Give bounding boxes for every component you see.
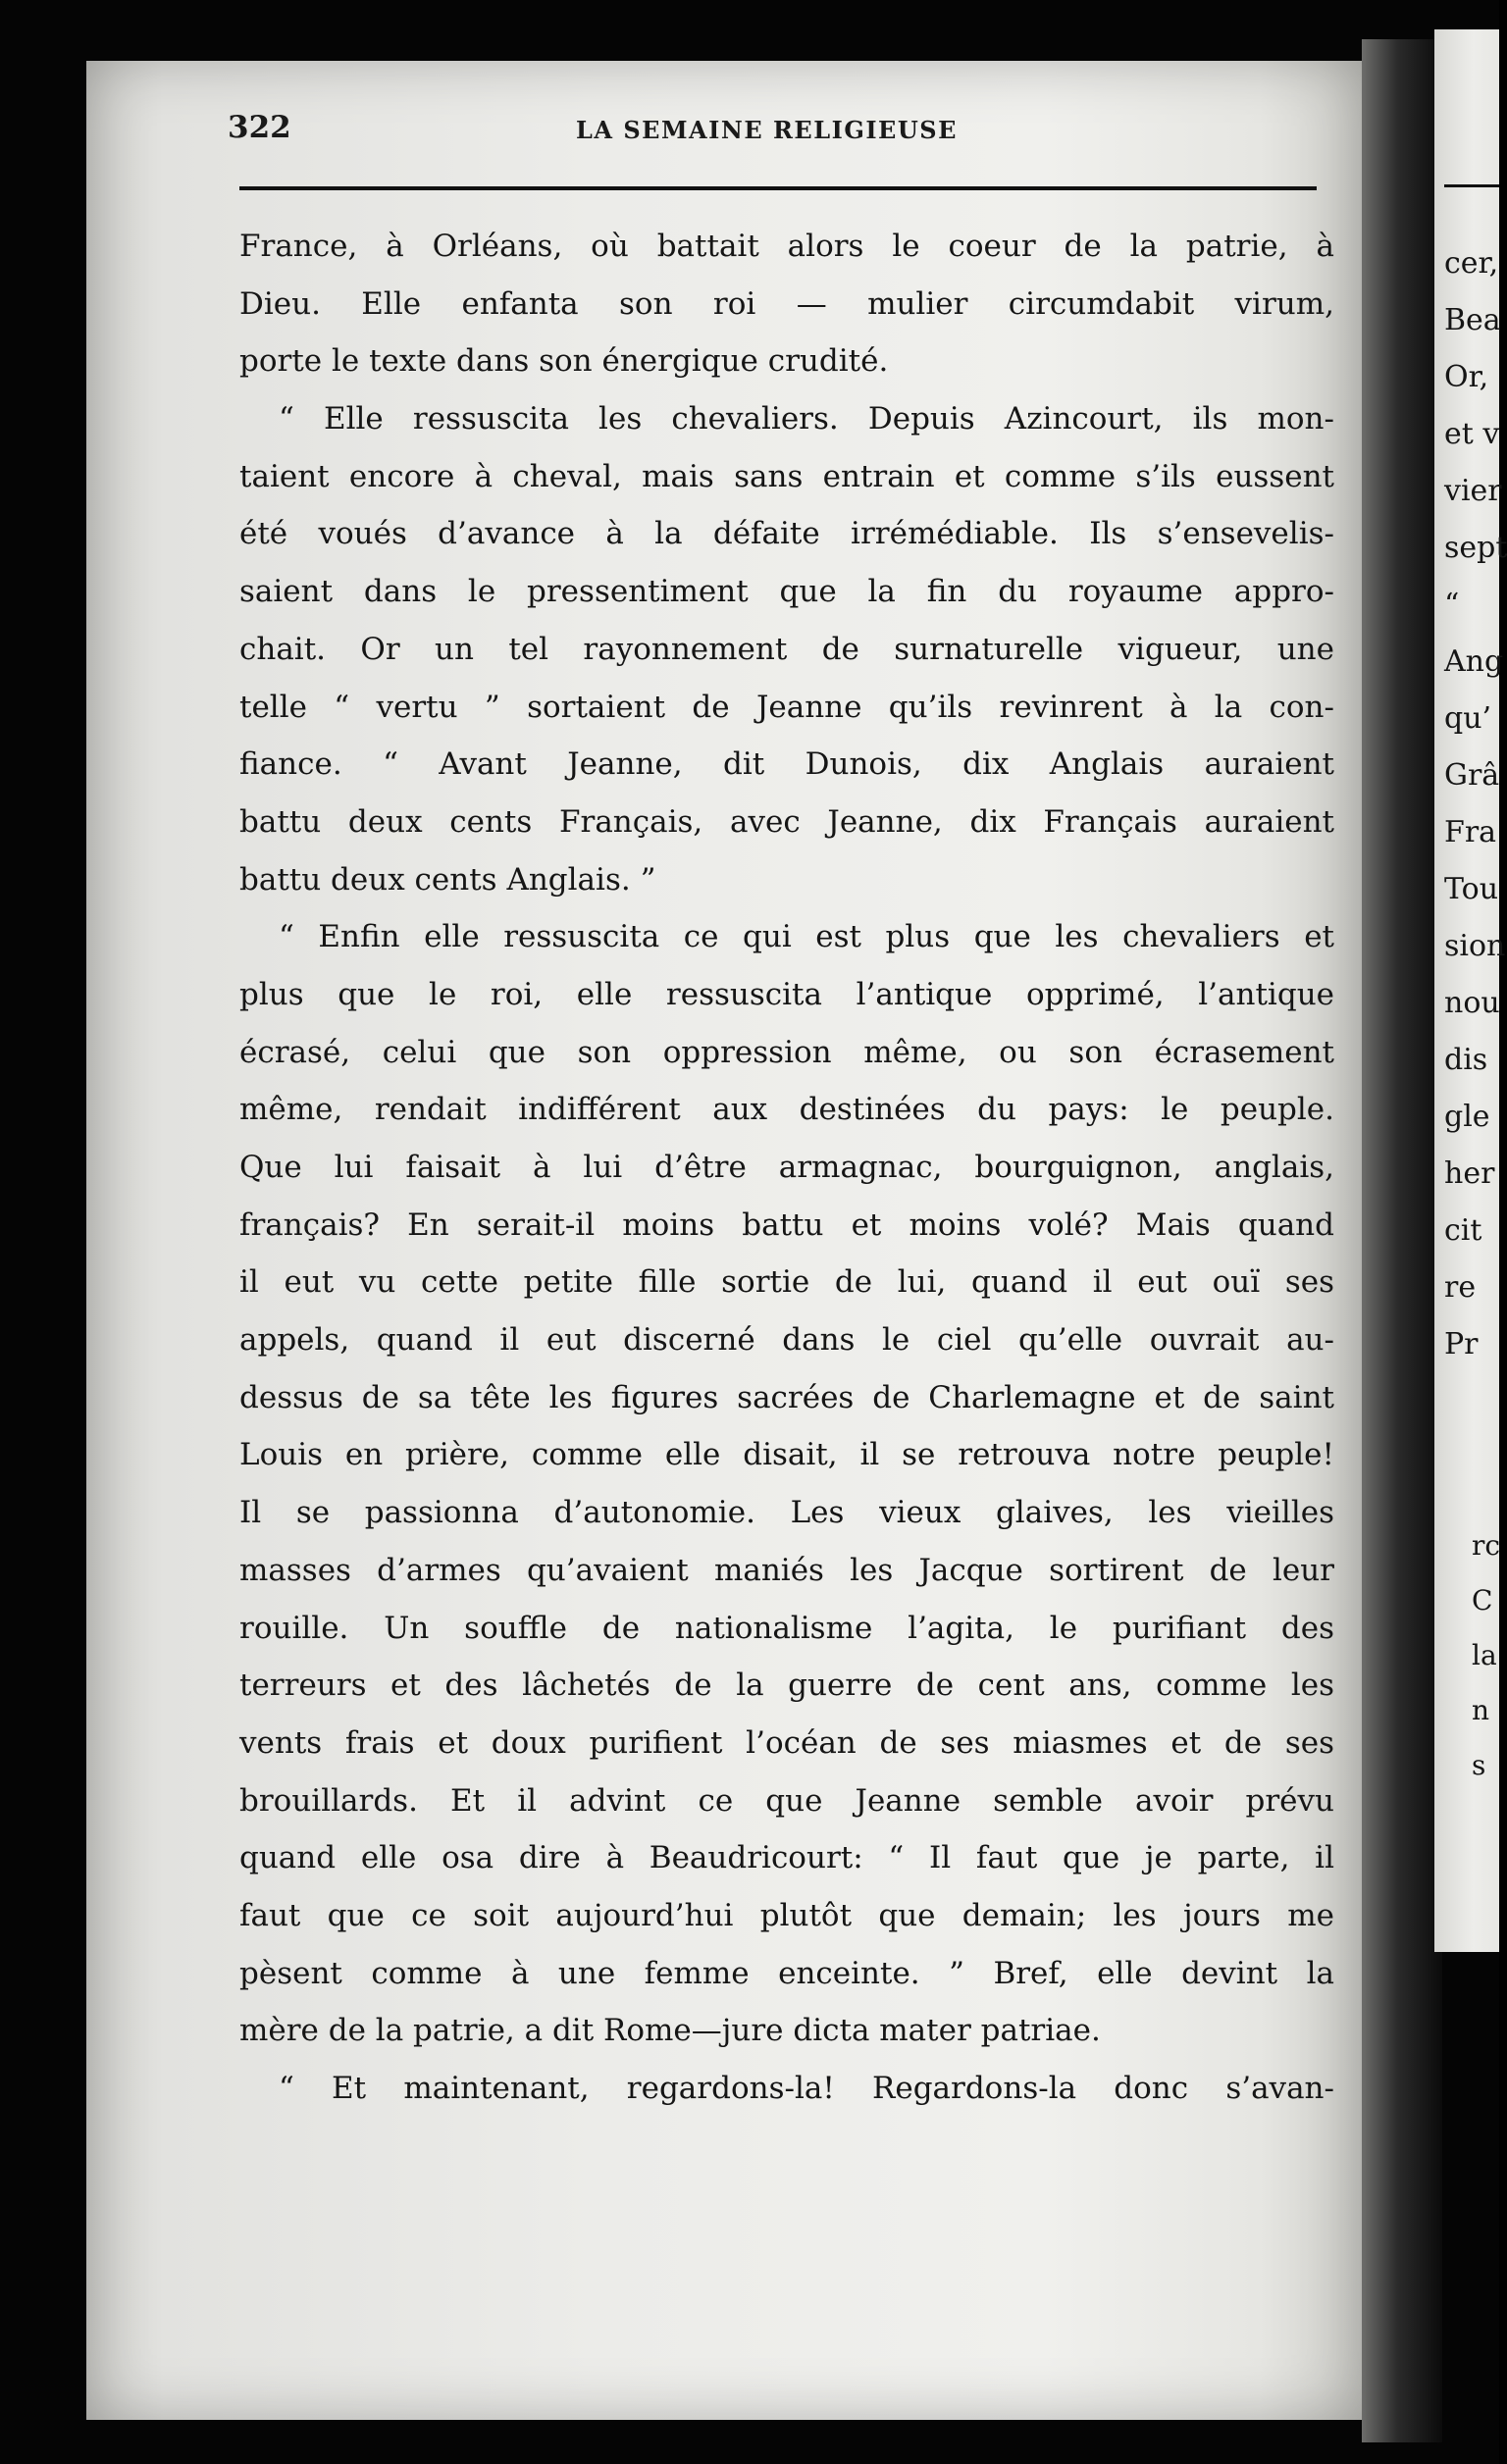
facing-header-rule xyxy=(1444,184,1499,187)
facing-text-fragment: Bea xyxy=(1444,303,1501,337)
text-line: porte le texte dans son énergique crudité. xyxy=(239,343,889,380)
text-line: même, rendait indifférent aux destinées du pays: le peuple. xyxy=(239,1092,1334,1128)
text-line: rouille. Un souffle de nationalisme l’agita, le purifiant des xyxy=(239,1610,1334,1646)
text-line: Il se passionna d’autonomie. Les vieux glaives, les vieilles xyxy=(239,1495,1334,1531)
facing-text-fragment: qu’ xyxy=(1444,701,1492,736)
body-text xyxy=(239,218,1334,2118)
facing-text-fragment: n xyxy=(1472,1694,1490,1726)
facing-text-fragment: nou xyxy=(1444,986,1500,1020)
text-line: vents frais et doux purifient l’océan de ses miasmes et de ses xyxy=(239,1724,1334,1761)
facing-text-fragment: cit xyxy=(1444,1213,1482,1248)
text-line: il eut vu cette petite fille sortie de lui, quand il eut ouï ses xyxy=(239,1264,1334,1301)
facing-text-fragment: sion xyxy=(1444,929,1506,963)
facing-text-fragment: “ xyxy=(1444,588,1460,622)
facing-text-fragment: her xyxy=(1444,1156,1495,1191)
facing-text-fragment: la xyxy=(1472,1639,1497,1671)
text-line: “ Enfin elle ressuscita ce qui est plus que les chevaliers et xyxy=(279,919,1334,955)
text-line: pèsent comme à une femme enceinte. ” Bref, elle devint la xyxy=(239,1955,1334,1991)
text-line: battu deux cents Anglais. ” xyxy=(239,861,656,898)
facing-text-fragment: gle xyxy=(1444,1100,1490,1134)
text-line: telle “ vertu ” sortaient de Jeanne qu’ils revinrent à la con- xyxy=(239,689,1334,725)
running-head xyxy=(228,110,1317,159)
text-line: masses d’armes qu’avaient maniés les Jacque sortirent de leur xyxy=(239,1552,1334,1588)
text-line: France, à Orléans, où battait alors le coeur de la patrie, à xyxy=(239,229,1334,264)
text-line: plus que le roi, elle ressuscita l’antique opprimé, l’antique xyxy=(239,976,1334,1012)
facing-text-fragment: re xyxy=(1444,1270,1477,1305)
facing-text-fragment: et v xyxy=(1444,417,1500,451)
facing-text-fragment: vier xyxy=(1444,474,1502,508)
text-line: brouillards. Et il advint ce que Jeanne semble avoir prévu xyxy=(239,1782,1334,1819)
text-line: écrasé, celui que son oppression même, ou son écrasement xyxy=(239,1034,1334,1070)
page-number: 322 xyxy=(228,110,291,145)
facing-text-fragment: rc xyxy=(1472,1529,1501,1562)
running-title: LA SEMAINE RELIGIEUSE xyxy=(576,116,958,144)
facing-text-fragment: cer, xyxy=(1444,246,1499,281)
text-line: chait. Or un tel rayonnement de surnaturelle vigueur, une xyxy=(239,631,1334,667)
facing-text-fragment: s xyxy=(1472,1749,1486,1781)
text-line: été voués d’avance à la défaite irrémédiable. Ils s’ensevelis- xyxy=(239,516,1334,552)
facing-page-text xyxy=(1444,235,1507,1373)
facing-text-fragment: Ang xyxy=(1444,644,1504,679)
text-line: Louis en prière, comme elle disait, il se retrouva notre peuple! xyxy=(239,1437,1334,1473)
text-line: fiance. “ Avant Jeanne, dit Dunois, dix Anglais auraient xyxy=(239,746,1334,783)
facing-text-fragment: Grâ xyxy=(1444,758,1500,793)
text-line: taient encore à cheval, mais sans entrain et comme s’ils eussent xyxy=(239,458,1334,494)
text-line: mère de la patrie, a dit Rome—jure dicta mater patriae. xyxy=(239,2013,1101,2049)
facing-text-fragment: sept xyxy=(1444,531,1507,565)
header-rule xyxy=(239,186,1317,190)
text-line: appels, quand il eut discerné dans le ciel qu’elle ouvrait au- xyxy=(239,1322,1334,1359)
facing-text-fragment: Or, xyxy=(1444,360,1489,394)
facing-text-fragment: C xyxy=(1472,1584,1493,1617)
text-line: “ Elle ressuscita les chevaliers. Depuis Azincourt, ils mon- xyxy=(279,401,1334,437)
text-line: Que lui faisait à lui d’être armagnac, bourguignon, anglais, xyxy=(239,1150,1334,1185)
text-line: dessus de sa tête les figures sacrées de Charlemagne et de saint xyxy=(239,1379,1334,1415)
text-line: terreurs et des lâchetés de la guerre de cent ans, comme les xyxy=(239,1668,1334,1704)
text-line: saient dans le pressentiment que la fin du royaume appro- xyxy=(239,574,1334,610)
text-line: français? En serait-il moins battu et moins volé? Mais quand xyxy=(239,1206,1334,1243)
facing-text-fragment: Tou xyxy=(1444,872,1499,906)
text-line: faut que ce soit aujourd’hui plutôt que demain; les jours me xyxy=(239,1897,1334,1933)
facing-page-lower-text xyxy=(1472,1518,1499,1793)
facing-text-fragment: Fra xyxy=(1444,815,1497,849)
facing-text-fragment: Pr xyxy=(1444,1327,1479,1361)
text-line: quand elle osa dire à Beaudricourt: “ Il faut que je parte, il xyxy=(239,1840,1334,1876)
text-line: “ Et maintenant, regardons-la! Regardons-la donc s’avan- xyxy=(279,2071,1334,2106)
text-line: Dieu. Elle enfanta son roi — mulier circumdabit virum, xyxy=(239,285,1334,322)
facing-text-fragment: dis xyxy=(1444,1043,1488,1077)
book-gutter xyxy=(1362,39,1442,2442)
text-line: battu deux cents Français, avec Jeanne, dix Français auraient xyxy=(239,803,1334,840)
